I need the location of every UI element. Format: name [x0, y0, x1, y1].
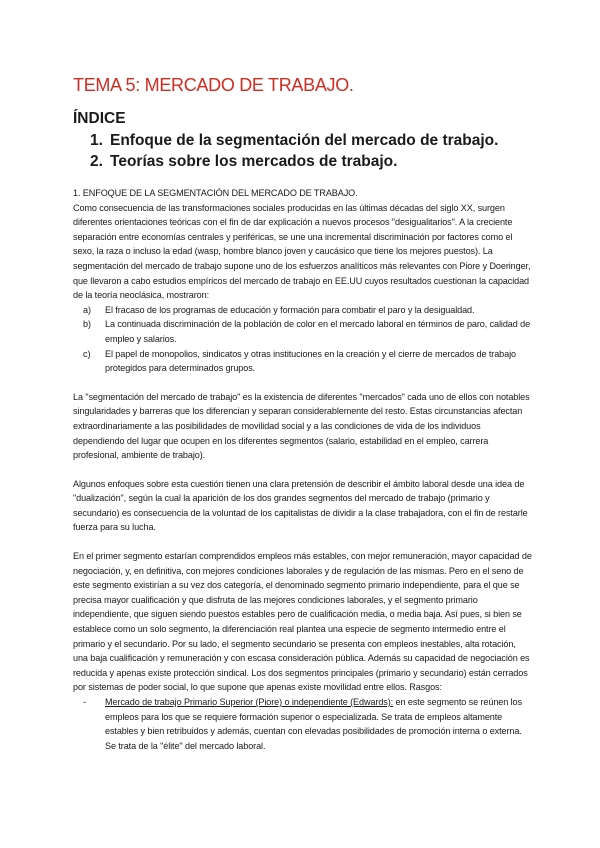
list-item-text: El fracaso de los programas de educación y formación para combatir el paro y la desigualdad.	[105, 304, 475, 315]
list-marker: c)	[83, 348, 91, 359]
list-marker: a)	[83, 304, 91, 315]
paragraph-segments: En el primer segmento estarían comprendidos empleos más estables, con mejor remuneración, mayor capacidad de negociación, y, en definitiva, con mejores condiciones laborales y de regulación de las mismas. Pero en el seno de este segmento existirían a su vez dos categoría, el denominado segmento primario independiente, para el que se precisa mayor cualificación y que disfruta de las mejores condiciones laborales, y el segmento primario independiente, que siguen siendo puestos estables pero de cualificación media, o media baja. Así pues, si bien se establece como un solo segmento, la diferenciación real plantea una especie de segmento intermedio entre el primario y el secundario. Por su lado, el segmento secundario se presenta con empleos inestables, alta rotación, una baja cualificación y remuneración y con escasa consideración pública. Además su capacidad de negociación es reducida y apenas existe protección sindical. Los dos segmentos principales (primario y secundario) están cerrados por sistemas de poder social, lo que supone que apenas existe movilidad entre ellos. Rasgos:	[73, 551, 532, 693]
paragraph-dualization: Algunos enfoques sobre esta cuestión tienen una clara pretensión de describir el ámbito laboral desde una idea de "dualización", según la cual la aparición de los dos grandes segmentos del mercado de trabajo (primario y secundario) es consecuencia de la voluntad de los capitalistas de dividir a la clase trabajadora, con el fin de restarle fuerza para su lucha.	[73, 478, 528, 533]
trait-text: en este segmento se reúnen los empleos para los que se requiere formación superior o especializada. Se trata de empleos altamente estables y bien retribuidos y además, cuentan con elevadas posibilidades de promoción interna o externa. Se trata de la "élite" del mercado laboral.	[105, 697, 522, 751]
index-item-text: Enfoque de la segmentación del mercado de trabajo.	[110, 132, 499, 149]
page-title: TEMA 5: MERCADO DE TRABAJO.	[73, 75, 354, 95]
list-marker: b)	[83, 319, 91, 330]
index-item-text: Teorías sobre los mercados de trabajo.	[110, 153, 398, 170]
list-marker: -	[83, 697, 86, 707]
trait-term: Mercado de trabajo Primario Superior (Piore) o independiente (Edwards):	[105, 697, 394, 707]
index-item-number: 1.	[90, 132, 103, 149]
index-list	[90, 130, 498, 172]
index-heading: ÍNDICE	[73, 110, 126, 127]
section-1-intro: Como consecuencia de las transformaciones sociales producidas en las últimas décadas del siglo XX, surgen diferentes orientaciones teóricas con el fin de dar explicación a nuevos procesos "desigualitarios". A la creciente separación entre economías centrales y periféricas, se une una incremental discriminación por factores como el sexo, la raza o incluso la edad (wasp, hombre blanco joven y caucásico que tiene los mejores puestos). La segmentación del mercado de trabajo supone uno de los esfuerzos analíticos más relevantes con Piore y Doeringer, que llevaron a cabo estudios empíricos del mercado de trabajo en EE.UU cuyos resultados cuestionan la capacidad de la teoría neoclásica, mostraron:	[73, 202, 531, 301]
findings-item	[83, 347, 533, 376]
section-1-heading: 1. ENFOQUE DE LA SEGMENTACIÓN DEL MERCADO DE TRABAJO.	[73, 188, 358, 198]
list-item-text: La continuada discriminación de la población de color en el mercado laboral en términos de paro, calidad de empleo y salarios.	[105, 319, 531, 344]
list-item-text: El papel de monopolios, sindicatos y otras instituciones en la creación y el cierre de mercados de trabajo protegidos para determinados grupos.	[105, 348, 516, 374]
findings-item	[83, 317, 533, 346]
traits-item	[83, 695, 533, 753]
index-item	[90, 130, 498, 151]
section-1	[73, 186, 533, 753]
paragraph-segmentation-definition: La "segmentación del mercado de trabajo" es la existencia de diferentes "mercados" cada uno de ellos con notables singularidades y barreras que los diferencian y separan considerablemente del resto. Estas circunstancias afectan extraordinariamente a las posibilidades de movilidad social y a las condiciones de vida de los individuos dependiendo del lugar que ocupen en los diferentes segmentos (salario, estabilidad en el empleo, carrera profesional, ambiente de trabajo).	[73, 391, 530, 461]
findings-item	[83, 303, 533, 318]
index-item-number: 2.	[90, 153, 103, 170]
findings-list	[73, 303, 533, 376]
index-item	[90, 151, 498, 172]
traits-list	[73, 695, 533, 753]
